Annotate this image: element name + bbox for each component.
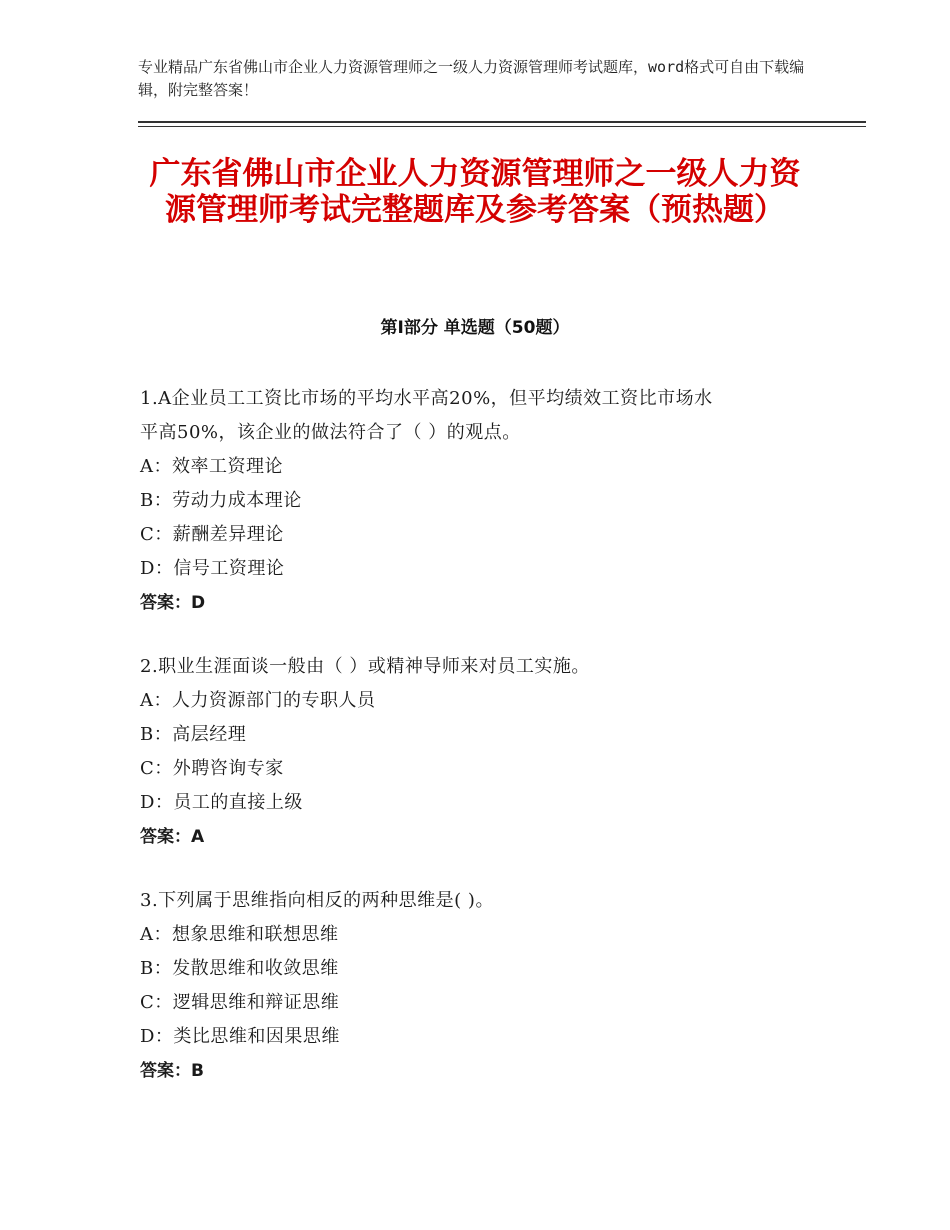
question-3	[140, 884, 820, 1088]
option-a: A：想象思维和联想思维	[140, 924, 339, 945]
question-stem: 2.职业生涯面谈一般由（ ）或精神导师来对员工实施。	[140, 656, 590, 677]
question-stem-continued: 平高50%，该企业的做法符合了（ ）的观点。	[140, 422, 521, 443]
answer-key: 答案：D	[140, 593, 206, 613]
question-list	[140, 382, 820, 1118]
option-c: C：外聘咨询专家	[140, 758, 284, 779]
option-c: C：逻辑思维和辩证思维	[140, 992, 340, 1013]
header-note: 专业精品广东省佛山市企业人力资源管理师之一级人力资源管理师考试题库，word格式可自由下载编辑，附完整答案！	[138, 58, 805, 99]
question-2	[140, 650, 820, 854]
option-b: B：发散思维和收敛思维	[140, 958, 339, 979]
header-rule-thin	[138, 126, 866, 127]
question-1	[140, 382, 820, 620]
option-d: D：信号工资理论	[140, 558, 285, 579]
option-b: B：高层经理	[140, 724, 247, 745]
option-a: A：人力资源部门的专职人员	[140, 690, 376, 711]
question-stem: 3.下列属于思维指向相反的两种思维是( )。	[140, 890, 494, 911]
answer-key: 答案：A	[140, 827, 205, 847]
header-rule-thick	[138, 121, 866, 123]
section-heading: 第Ⅰ部分 单选题（50题）	[380, 318, 570, 338]
document-title: 广东省佛山市企业人力资源管理师之一级人力资源管理师考试完整题库及参考答案（预热题）	[149, 156, 801, 228]
option-c: C：薪酬差异理论	[140, 524, 284, 545]
option-d: D：员工的直接上级	[140, 792, 303, 813]
option-d: D：类比思维和因果思维	[140, 1026, 340, 1047]
option-a: A：效率工资理论	[140, 456, 283, 477]
option-b: B：劳动力成本理论	[140, 490, 302, 511]
answer-key: 答案：B	[140, 1061, 204, 1081]
question-stem: 1.A企业员工工资比市场的平均水平高20%，但平均绩效工资比市场水	[140, 388, 713, 409]
